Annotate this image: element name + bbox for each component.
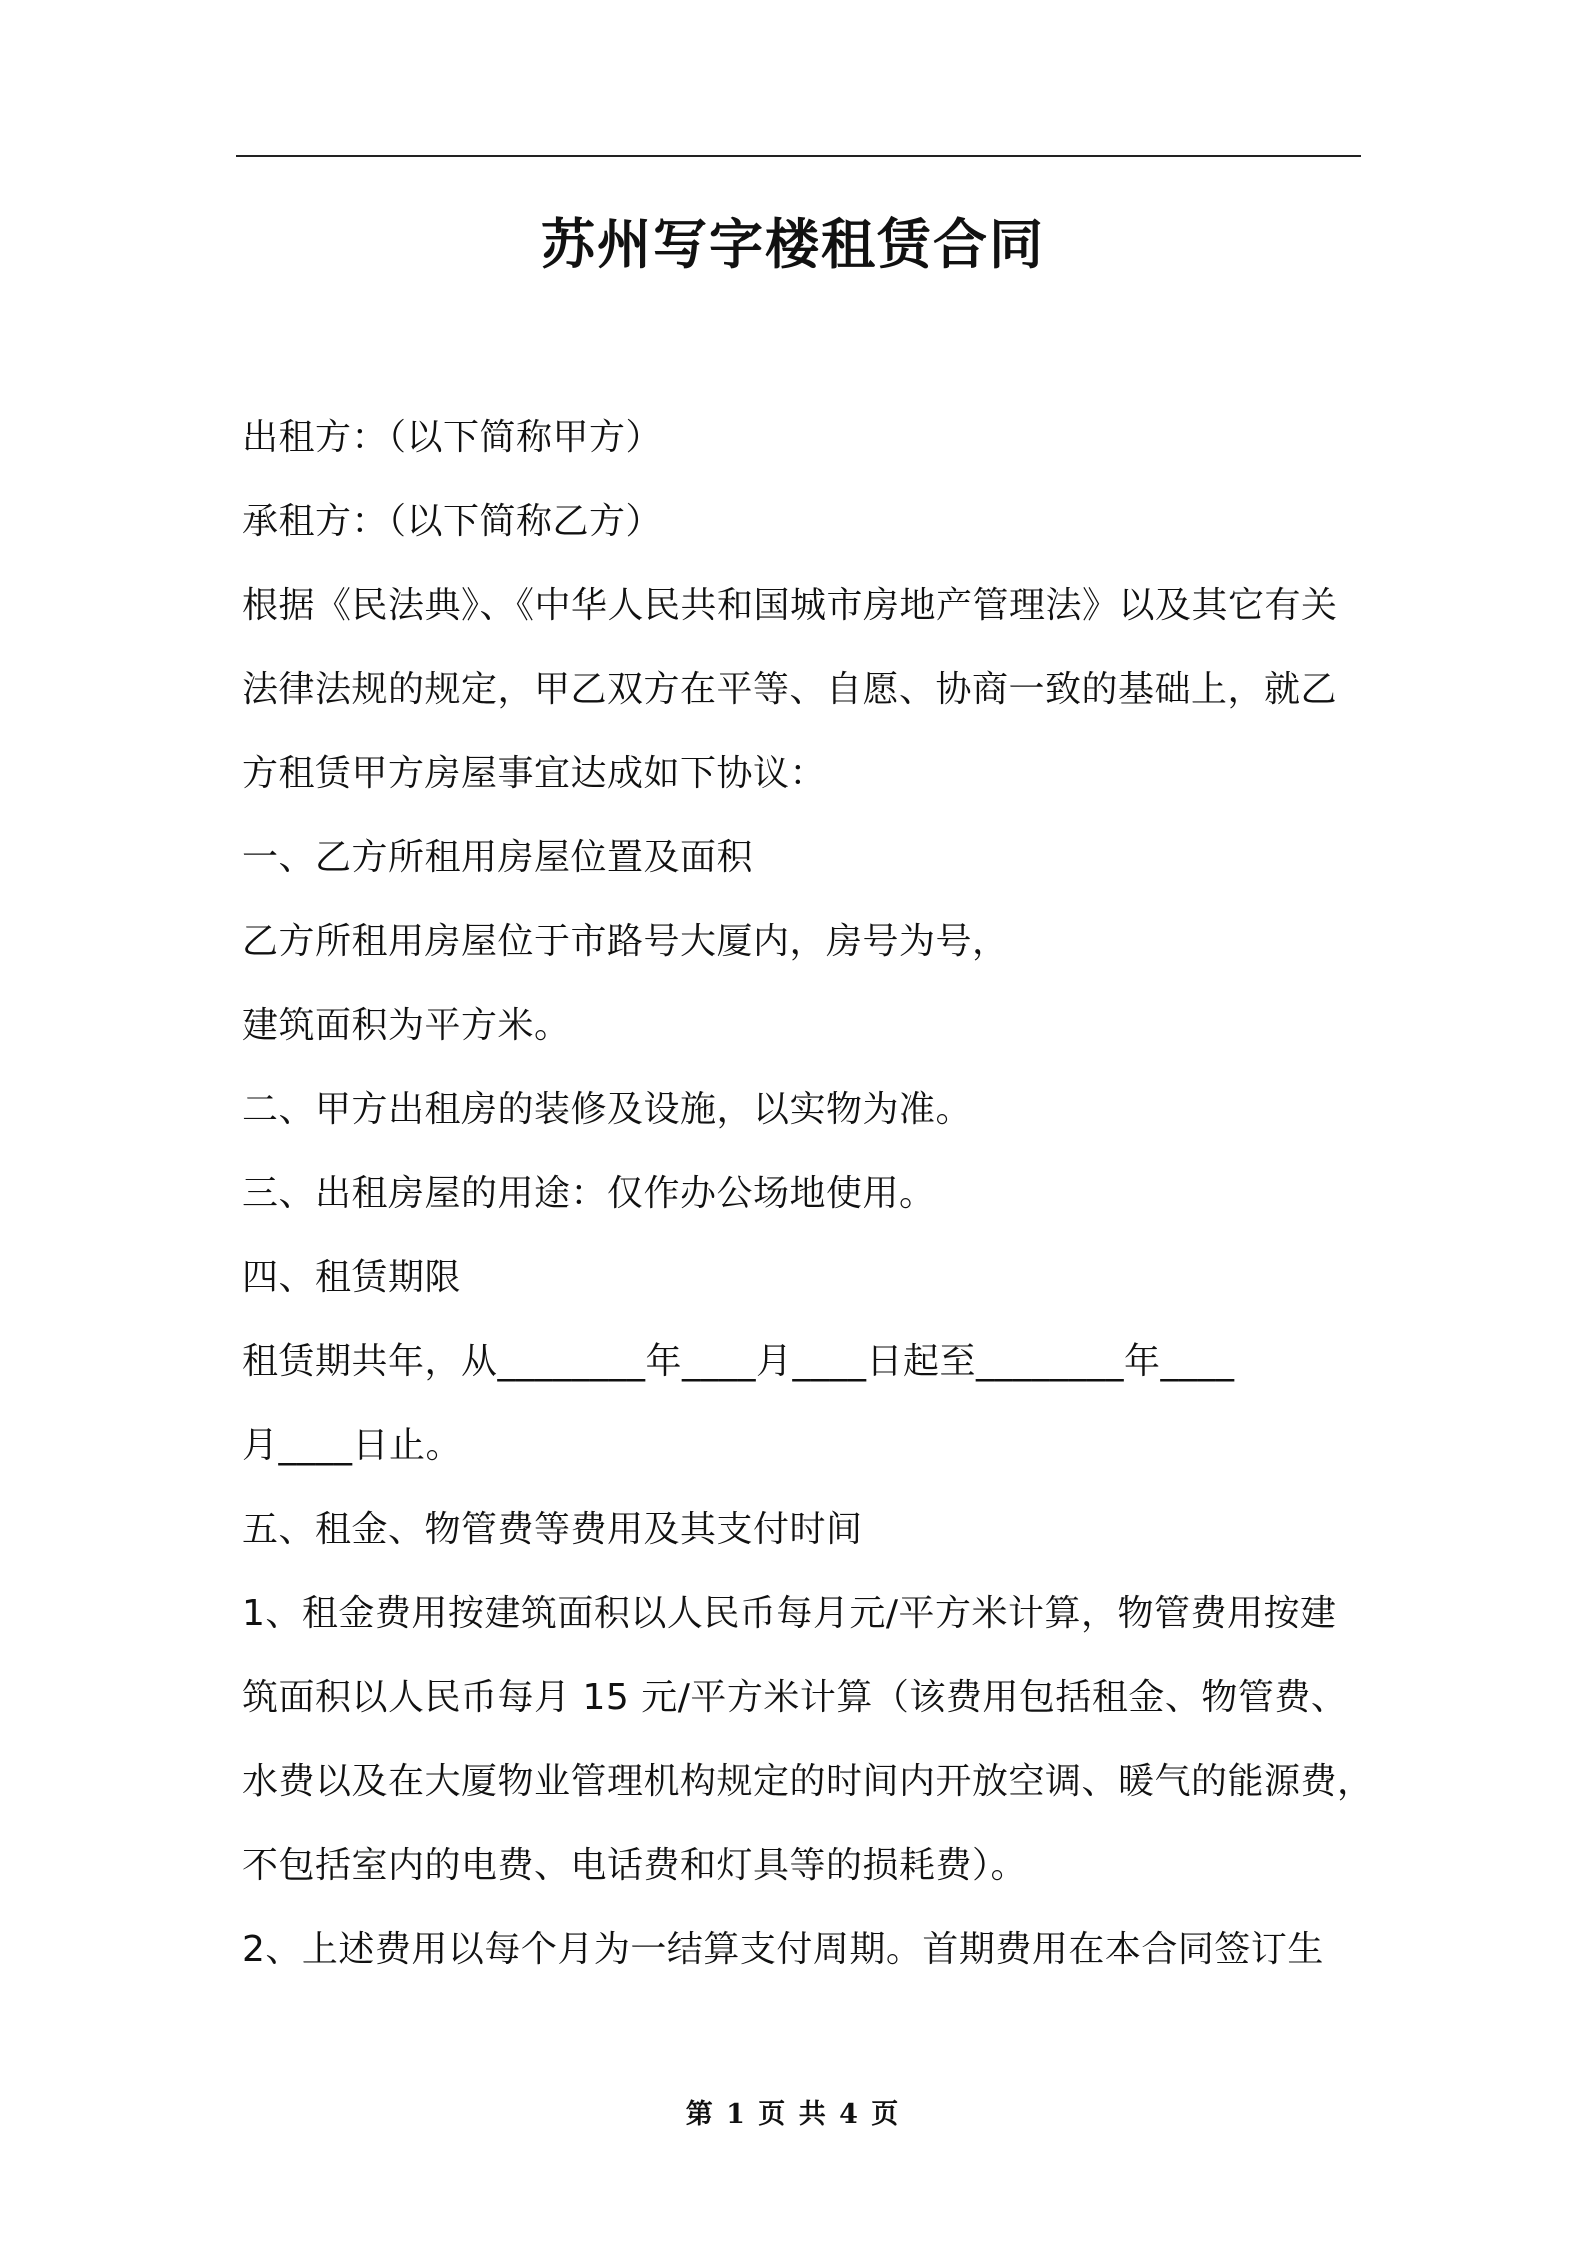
section-4-line-2: 月____日止。	[242, 1425, 463, 1466]
section-4-heading: 四、租赁期限	[242, 1257, 462, 1298]
header-rule	[236, 155, 1361, 157]
section-1-heading: 一、乙方所租用房屋位置及面积	[242, 837, 754, 878]
lessee-line: 承租方：（以下简称乙方）	[242, 501, 663, 542]
clause-5-1-line-2: 筑面积以人民币每月 15 元/平方米计算（该费用包括租金、物管费、	[242, 1677, 1348, 1718]
clause-5-2-line-1: 2、上述费用以每个月为一结算支付周期。首期费用在本合同签订生	[242, 1929, 1324, 1970]
clause-5-1-line-1: 1、租金费用按建筑面积以人民币每月元/平方米计算，物管费用按建	[242, 1593, 1337, 1634]
section-1-line-1: 乙方所租用房屋位于市路号大厦内，房号为号，	[242, 921, 1009, 962]
section-1-line-2: 建筑面积为平方米。	[242, 1005, 571, 1046]
document-title: 苏州写字楼租赁合同	[541, 213, 1045, 276]
section-2-heading: 二、甲方出租房的装修及设施，以实物为准。	[242, 1089, 973, 1130]
preamble-line-3: 方租赁甲方房屋事宜达成如下协议：	[242, 753, 827, 794]
clause-5-1-line-3: 水费以及在大厦物业管理机构规定的时间内开放空调、暖气的能源费，	[242, 1761, 1374, 1802]
section-4-line-1: 租赁期共年，从________年____月____日起至________年____	[242, 1341, 1235, 1382]
document-body	[242, 396, 1374, 1992]
section-3-heading: 三、出租房屋的用途：仅作办公场地使用。	[242, 1173, 936, 1214]
lessor-line: 出租方：（以下简称甲方）	[242, 417, 663, 458]
preamble-line-2: 法律法规的规定，甲乙双方在平等、自愿、协商一致的基础上，就乙	[242, 669, 1338, 710]
preamble-line-1: 根据《民法典》、《中华人民共和国城市房地产管理法》以及其它有关	[242, 585, 1338, 626]
page-number-footer: 第 1 页 共 4 页	[685, 2099, 901, 2130]
clause-5-1-line-4: 不包括室内的电费、电话费和灯具等的损耗费）。	[242, 1845, 1028, 1886]
section-5-heading: 五、租金、物管费等费用及其支付时间	[242, 1509, 863, 1550]
